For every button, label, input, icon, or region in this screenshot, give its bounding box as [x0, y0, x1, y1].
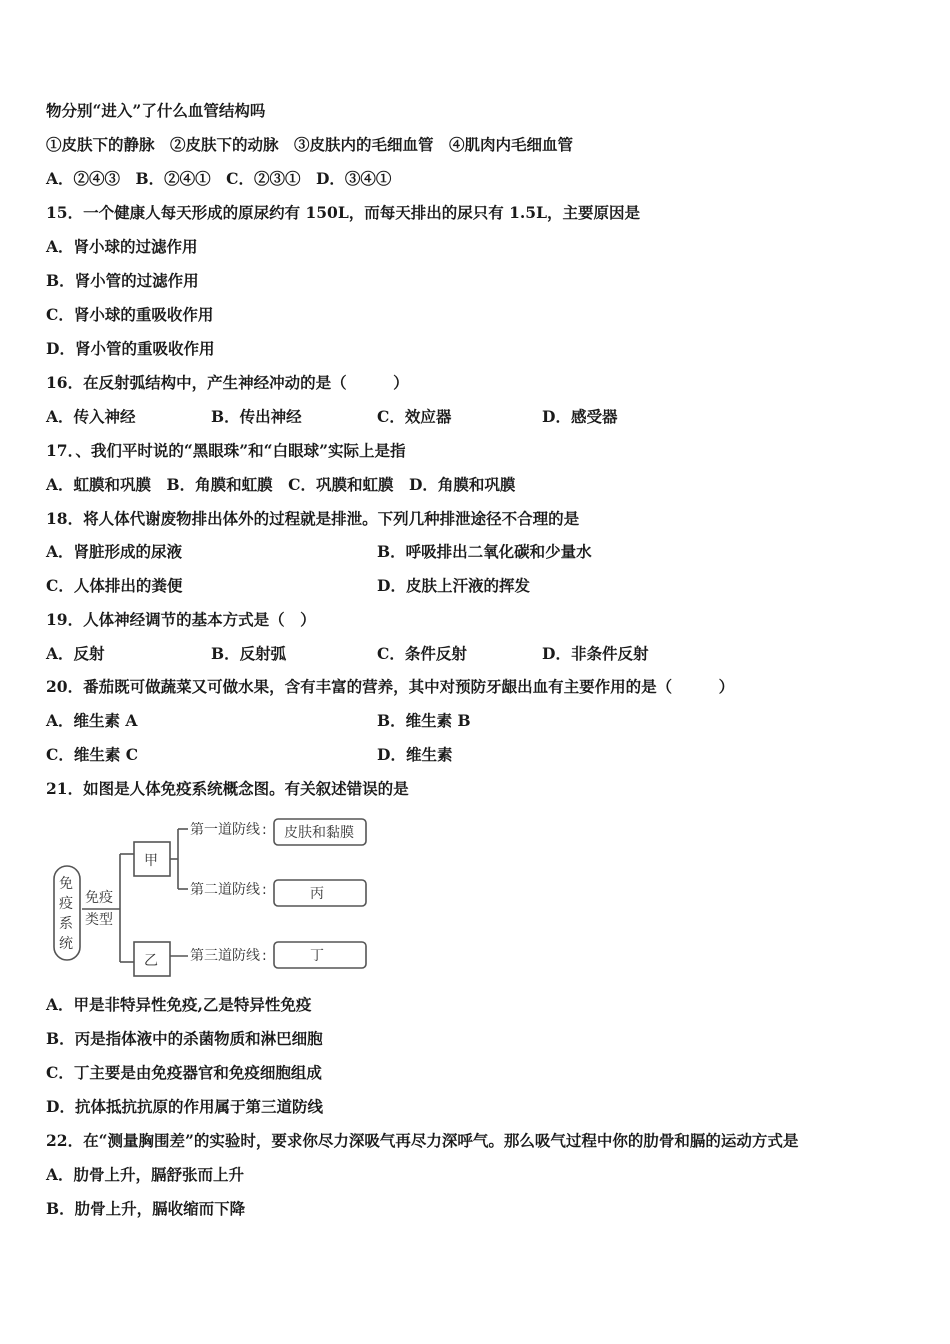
defense-line-3-content: 丁 — [310, 948, 324, 964]
q22-stem: 22．在“测量胸围差”的实验时，要求你尽力深吸气再尽力深呼气。那么吸气过程中你的肋骨和膈的运动方式是 — [46, 1131, 799, 1150]
q19-option-a: A．反射 — [46, 644, 105, 663]
yi-label: 乙 — [144, 953, 158, 969]
q14-stem-tail: 物分别“进入”了什么血管结构吗 — [46, 101, 266, 120]
q20-option-a: A．维生素 A — [46, 711, 138, 730]
q16-option-d: D．感受器 — [542, 407, 618, 426]
q15-option-a: A．肾小球的过滤作用 — [46, 237, 198, 256]
colon: : — [262, 948, 267, 964]
q19-option-b: B．反射弧 — [211, 644, 287, 663]
q20-option-d: D．维生素 — [377, 745, 453, 764]
q19-stem: 19．人体神经调节的基本方式是（ ） — [46, 610, 316, 629]
defense-line-1-content: 皮肤和黏膜 — [284, 825, 354, 841]
q21-stem: 21．如图是人体免疫系统概念图。有关叙述错误的是 — [46, 779, 409, 798]
q18-option-c: C．人体排出的粪便 — [46, 576, 183, 595]
root-char-4: 统 — [59, 936, 73, 952]
q18-option-b: B．呼吸排出二氧化碳和少量水 — [377, 542, 592, 561]
root-char-1: 免 — [59, 876, 73, 892]
q15-option-d: D．肾小管的重吸收作用 — [46, 339, 215, 358]
q17-stem: 17．、我们平时说的“黑眼珠”和“白眼球”实际上是指 — [46, 441, 406, 460]
q21-option-b: B．丙是指体液中的杀菌物质和淋巴细胞 — [46, 1029, 323, 1048]
colon: : — [262, 822, 267, 838]
defense-line-3-label: 第三道防线 — [190, 948, 260, 964]
q16-option-a: A．传入神经 — [46, 407, 136, 426]
q22-option-b: B．肋骨上升，膈收缩而下降 — [46, 1199, 246, 1218]
q16-option-b: B．传出神经 — [211, 407, 302, 426]
q20-option-b: B．维生素 B — [377, 711, 471, 730]
q14-items: ①皮肤下的静脉 ②皮肤下的动脉 ③皮肤内的毛细血管 ④肌肉内毛细血管 — [46, 135, 574, 154]
q15-stem: 15．一个健康人每天形成的原尿约有 150L，而每天排出的尿只有 1.5L，主要原因是 — [46, 203, 640, 222]
q18-stem: 18．将人体代谢废物排出体外的过程就是排泄。下列几种排泄途径不合理的是 — [46, 509, 580, 528]
q17-options: A．虹膜和巩膜 B．角膜和虹膜 C．巩膜和虹膜 D．角膜和巩膜 — [46, 475, 516, 494]
jia-label: 甲 — [144, 853, 158, 869]
defense-line-1-label: 第一道防线 — [190, 822, 260, 838]
q19-option-d: D．非条件反射 — [542, 644, 649, 663]
q16-stem: 16．在反射弧结构中，产生神经冲动的是（ ） — [46, 373, 409, 392]
root-char-3: 系 — [59, 916, 73, 932]
type-label-top: 免疫 — [85, 890, 113, 906]
q15-option-b: B．肾小管的过滤作用 — [46, 271, 199, 290]
defense-line-2-content: 丙 — [310, 886, 324, 902]
defense-line-2-label: 第二道防线 — [190, 882, 260, 898]
type-label-bottom: 类型 — [85, 912, 113, 928]
immune-system-concept-diagram — [50, 814, 380, 982]
q21-option-d: D．抗体抵抗抗原的作用属于第三道防线 — [46, 1097, 323, 1116]
q14-options: A．②④③ B．②④① C．②③① D．③④① — [46, 169, 392, 188]
q22-option-a: A．肋骨上升，膈舒张而上升 — [46, 1165, 245, 1184]
q18-option-d: D．皮肤上汗液的挥发 — [377, 576, 530, 595]
q19-option-c: C．条件反射 — [377, 644, 467, 663]
q18-option-a: A．肾脏形成的尿液 — [46, 542, 183, 561]
q15-option-c: C．肾小球的重吸收作用 — [46, 305, 214, 324]
q21-option-a: A．甲是非特异性免疫,乙是特异性免疫 — [46, 995, 312, 1014]
q20-stem: 20．番茄既可做蔬菜又可做水果，含有丰富的营养，其中对预防牙龈出血有主要作用的是（ ） — [46, 677, 735, 696]
q21-option-c: C．丁主要是由免疫器官和免疫细胞组成 — [46, 1063, 322, 1082]
q20-option-c: C．维生素 C — [46, 745, 139, 764]
q16-option-c: C．效应器 — [377, 407, 452, 426]
root-char-2: 疫 — [59, 896, 73, 912]
colon: : — [262, 882, 267, 898]
